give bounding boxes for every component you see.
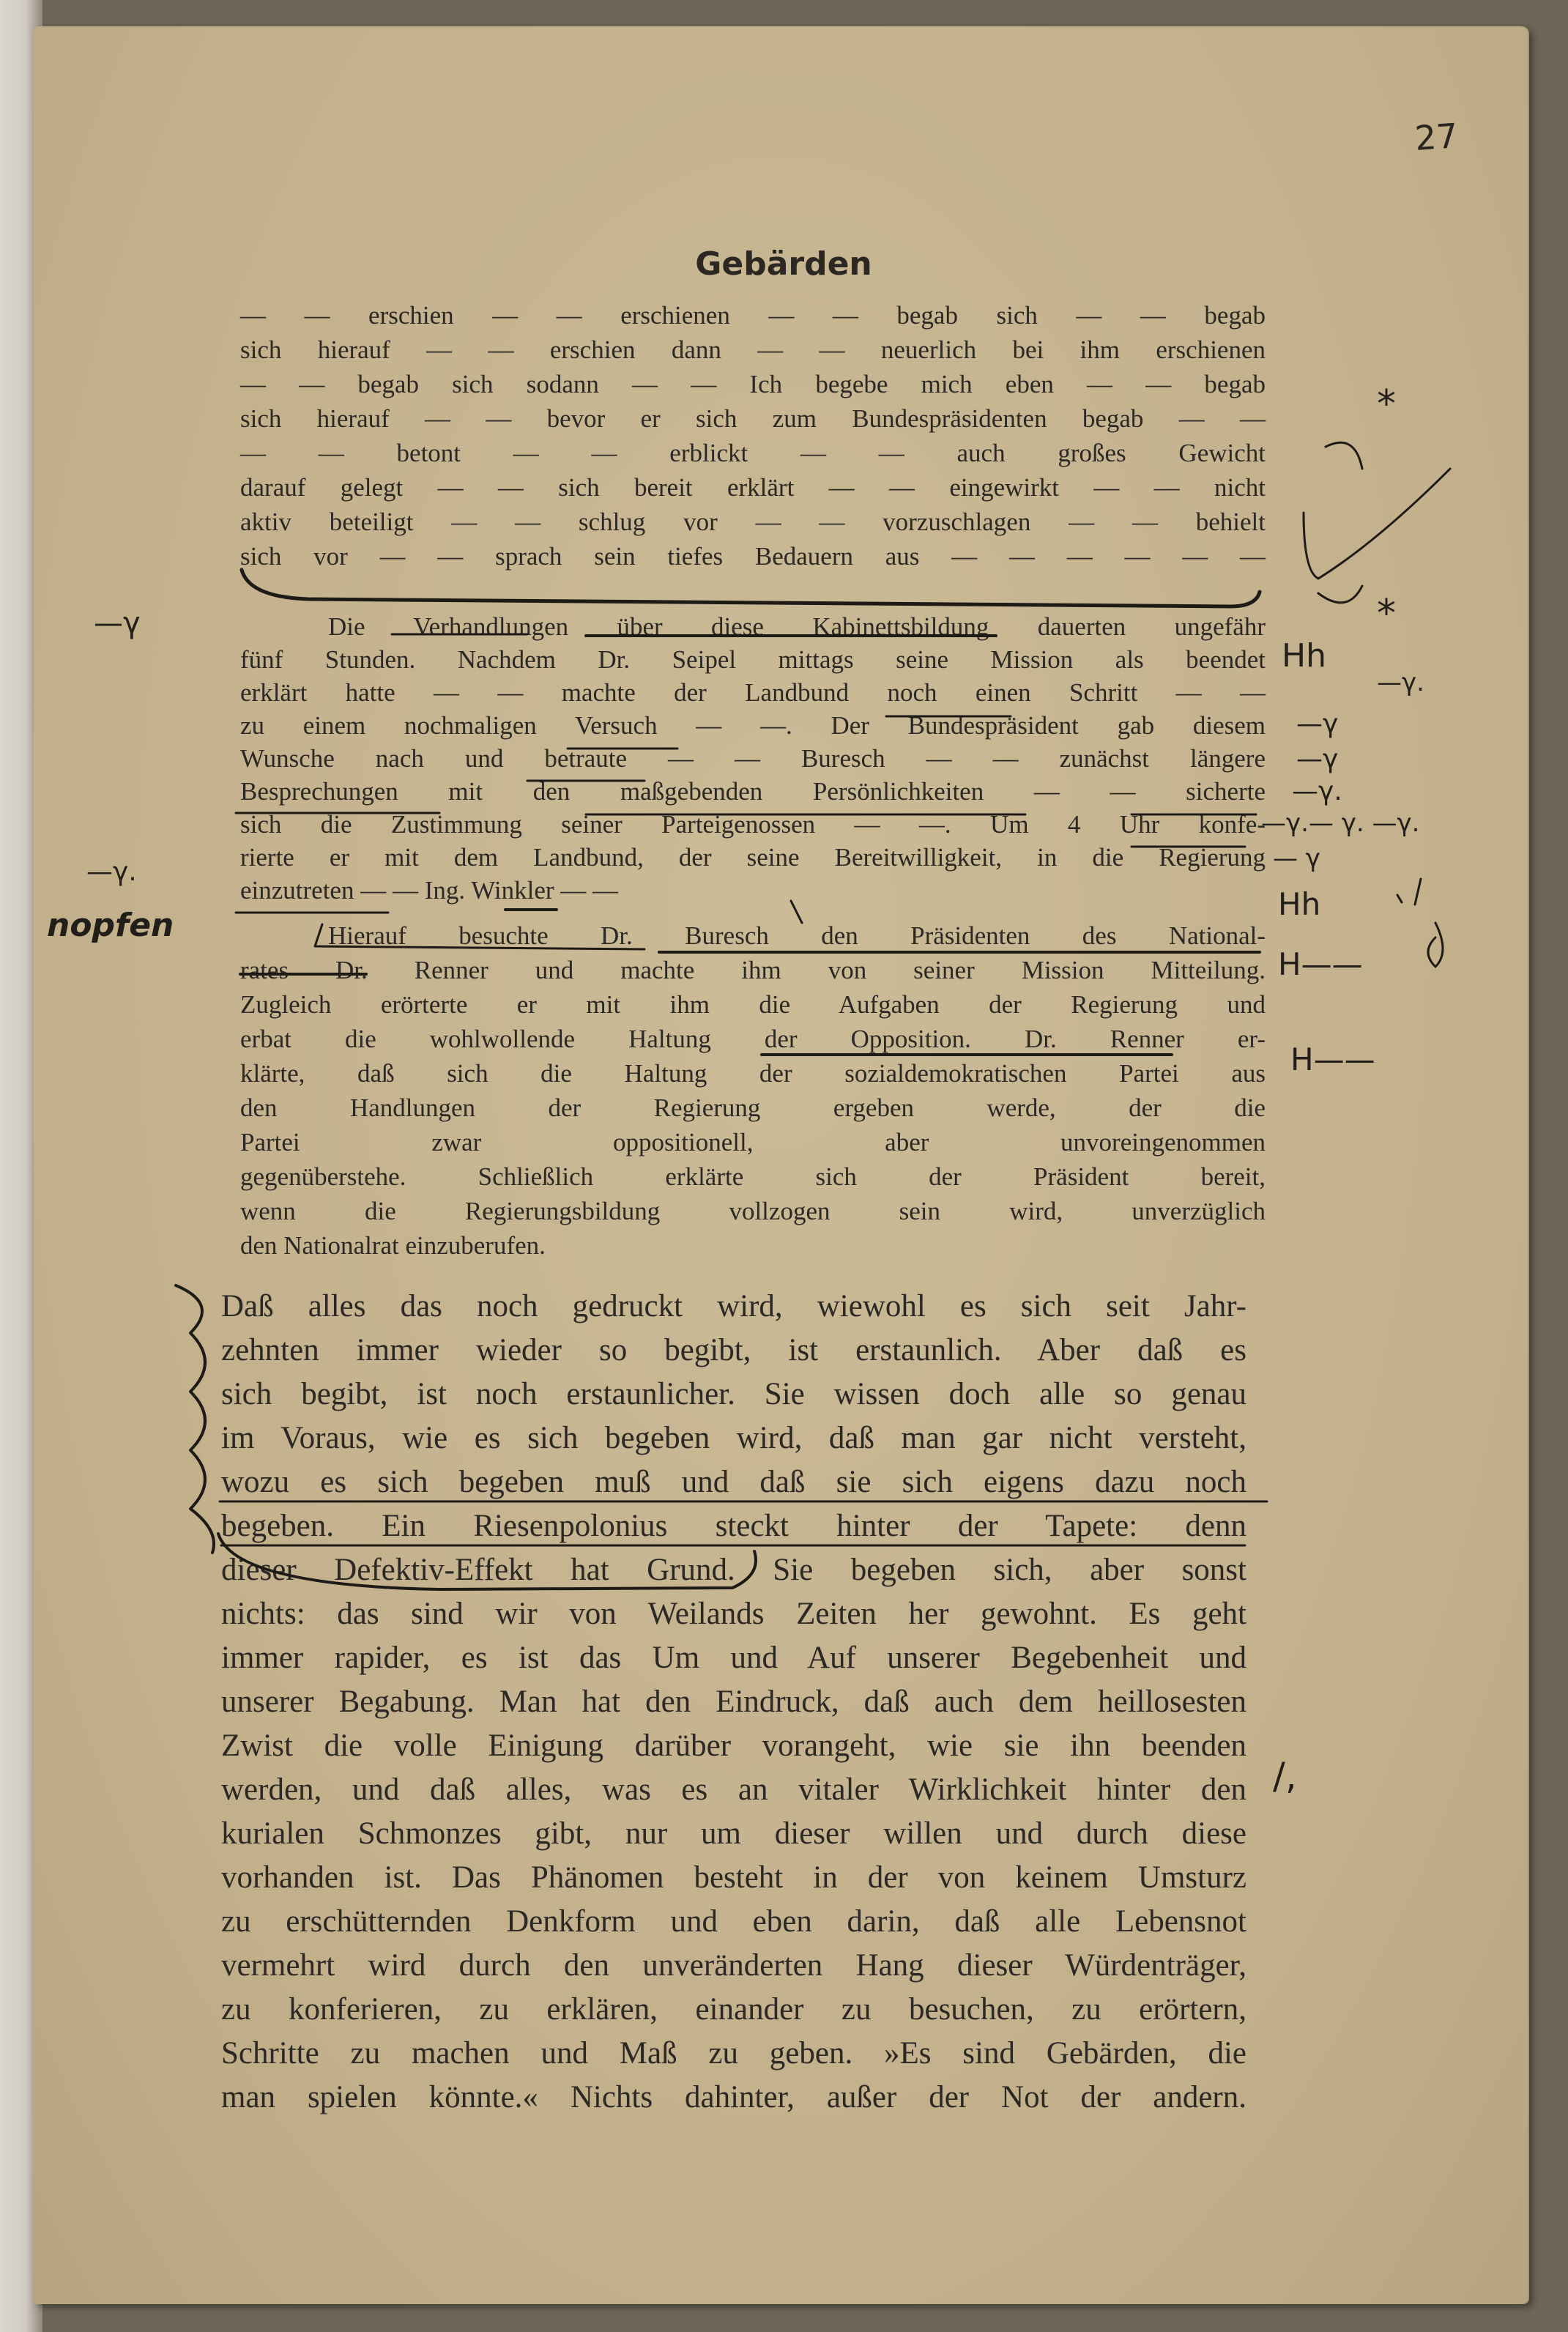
block2-line: gegenüberstehe. Schließlich erklärte sich der Präsident bereit, [240, 1162, 1266, 1191]
block3-line: sich begibt, ist noch erstaunlicher. Sie wissen doch alle so genau [221, 1377, 1246, 1411]
block1-line: — — begab sich sodann — — Ich begebe mich eben — — begab [240, 370, 1266, 398]
block1-line: sich vor — — sprach sein tiefes Bedauern aus — — — — — — [240, 542, 1266, 571]
block3-line: zu erschütternden Denkform und eben darin, daß alle Lebensnot [221, 1904, 1246, 1939]
block2-line: erbat die wohlwollende Haltung der Opposition. Dr. Renner er- [240, 1025, 1266, 1053]
block1-line: darauf gelegt — — sich bereit erklärt — — eingewirkt — — nicht [240, 473, 1266, 502]
block3-line: vermehrt wird durch den unveränderten Hang dieser Würdenträger, [221, 1948, 1246, 1983]
block3-line: begeben. Ein Riesenpolonius steckt hinter der Tapete: denn [221, 1509, 1246, 1543]
block2-line: fünf Stunden. Nachdem Dr. Seipel mittags seine Mission als beendet [240, 645, 1266, 674]
margin-note: Hh [1278, 886, 1321, 922]
block2-line: sich die Zustimmung seiner Parteigenossen — —. Um 4 Uhr konfe- [240, 810, 1266, 839]
block3-line: im Voraus, wie es sich begeben wird, daß man gar nicht versteht, [221, 1421, 1246, 1455]
block2-line: rierte er mit dem Landbund, der seine Bereitwilligkeit, in die Regierung [240, 843, 1266, 872]
margin-note: — γ [1273, 844, 1320, 873]
margin-star-icon: * [1377, 382, 1396, 426]
margin-note: —γ [1296, 744, 1339, 774]
block3-line: zu konferieren, zu erklären, einander zu besuchen, zu erörtern, [221, 1992, 1246, 2027]
margin-star-icon: * [1377, 592, 1396, 636]
block2-line: wenn die Regierungsbildung vollzogen sein wird, unverzüglich [240, 1197, 1266, 1225]
page-number: 27 [1413, 116, 1460, 158]
margin-note: /, [1273, 1755, 1297, 1797]
margin-note: —γ. [1292, 776, 1342, 806]
block3-line: Daß alles das noch gedruckt wird, wiewohl es sich seit Jahr- [221, 1289, 1246, 1323]
block2-line: zu einem nochmaligen Versuch — —. Der Bundespräsident gab diesem [240, 711, 1266, 740]
margin-note: Hh [1282, 637, 1326, 675]
block2-line: den Nationalrat einzuberufen. [240, 1231, 546, 1260]
block2-line: erklärt hatte — — machte der Landbund noch einen Schritt — — [240, 678, 1266, 707]
block3-line: dieser Defektiv-Effekt hat Grund. Sie begeben sich, aber sonst [221, 1553, 1246, 1587]
block3-line: nichts: das sind wir von Weilands Zeiten her gewohnt. Es geht [221, 1597, 1246, 1631]
margin-note: —γ. [1377, 668, 1424, 697]
block2-line: Partei zwar oppositionell, aber unvoreingenommen [240, 1128, 1266, 1156]
margin-note: H—— [1278, 946, 1363, 982]
margin-note: —γ [1296, 709, 1339, 739]
block3-line: Zwist die volle Einigung darüber vorangeht, wie sie ihn beenden [221, 1728, 1246, 1763]
block3-line: vorhanden ist. Das Phänomen besteht in der von keinem Umsturz [221, 1860, 1246, 1895]
block3-line: kurialen Schmonzes gibt, nur um dieser willen und durch diese [221, 1816, 1246, 1851]
margin-note: —γ [94, 606, 141, 640]
block1-line: — — betont — — erblickt — — auch großes Gewicht [240, 439, 1266, 467]
block2-line: Wunsche nach und betraute — — Buresch — — zunächst längere [240, 744, 1266, 773]
block2-line: Hierauf besuchte Dr. Buresch den Präsidenten des National- [328, 921, 1266, 950]
block3-line: man spielen könnte.« Nichts dahinter, außer der Not der andern. [221, 2080, 1246, 2114]
block3-line: unserer Begabung. Man hat den Eindruck, daß auch dem heillosesten [221, 1685, 1246, 1719]
margin-note: —γ.— γ. —γ. [1261, 809, 1420, 838]
block1-line: sich hierauf — — erschien dann — — neuerlich bei ihm erschienen [240, 335, 1266, 364]
block3-line: werden, und daß alles, was es an vitaler Wirklichkeit hinter den [221, 1772, 1246, 1807]
block2-line: Besprechungen mit den maßgebenden Persönlichkeiten — — sicherte [240, 777, 1266, 806]
block3-line: zehnten immer wieder so begibt, ist erstaunlich. Aber daß es [221, 1333, 1246, 1367]
block2-line: einzutreten — — Ing. Winkler — — [240, 876, 619, 905]
block3-line: wozu es sich begeben muß und daß sie sich eigens dazu noch [221, 1465, 1246, 1499]
block3-line: immer rapider, es ist das Um und Auf unserer Begebenheit und [221, 1641, 1246, 1675]
block1-line: aktiv beteiligt — — schlug vor — — vorzuschlagen — — behielt [240, 508, 1266, 536]
block2-line: Zugleich erörterte er mit ihm die Aufgaben der Regierung und [240, 990, 1266, 1019]
page-title: Gebärden [695, 245, 872, 283]
block3-line: Schritte zu machen und Maß zu geben. »Es sind Gebärden, die [221, 2036, 1246, 2071]
margin-note: —γ. [86, 857, 137, 887]
block1-line: — — erschien — — erschienen — — begab sich — — begab [240, 301, 1266, 330]
margin-note: nopfen [47, 907, 174, 944]
margin-note: H—— [1290, 1041, 1375, 1077]
block2-line: rates Dr. Renner und machte ihm von seiner Mission Mitteilung. [240, 956, 1266, 984]
block2-line: den Handlungen der Regierung ergeben werde, der die [240, 1093, 1266, 1122]
block2-line: klärte, daß sich die Haltung der sozialdemokratischen Partei aus [240, 1059, 1266, 1088]
block2-line: Die Verhandlungen über diese Kabinettsbildung dauerten ungefähr [328, 612, 1266, 641]
block1-line: sich hierauf — — bevor er sich zum Bundespräsidenten begab — — [240, 404, 1266, 433]
